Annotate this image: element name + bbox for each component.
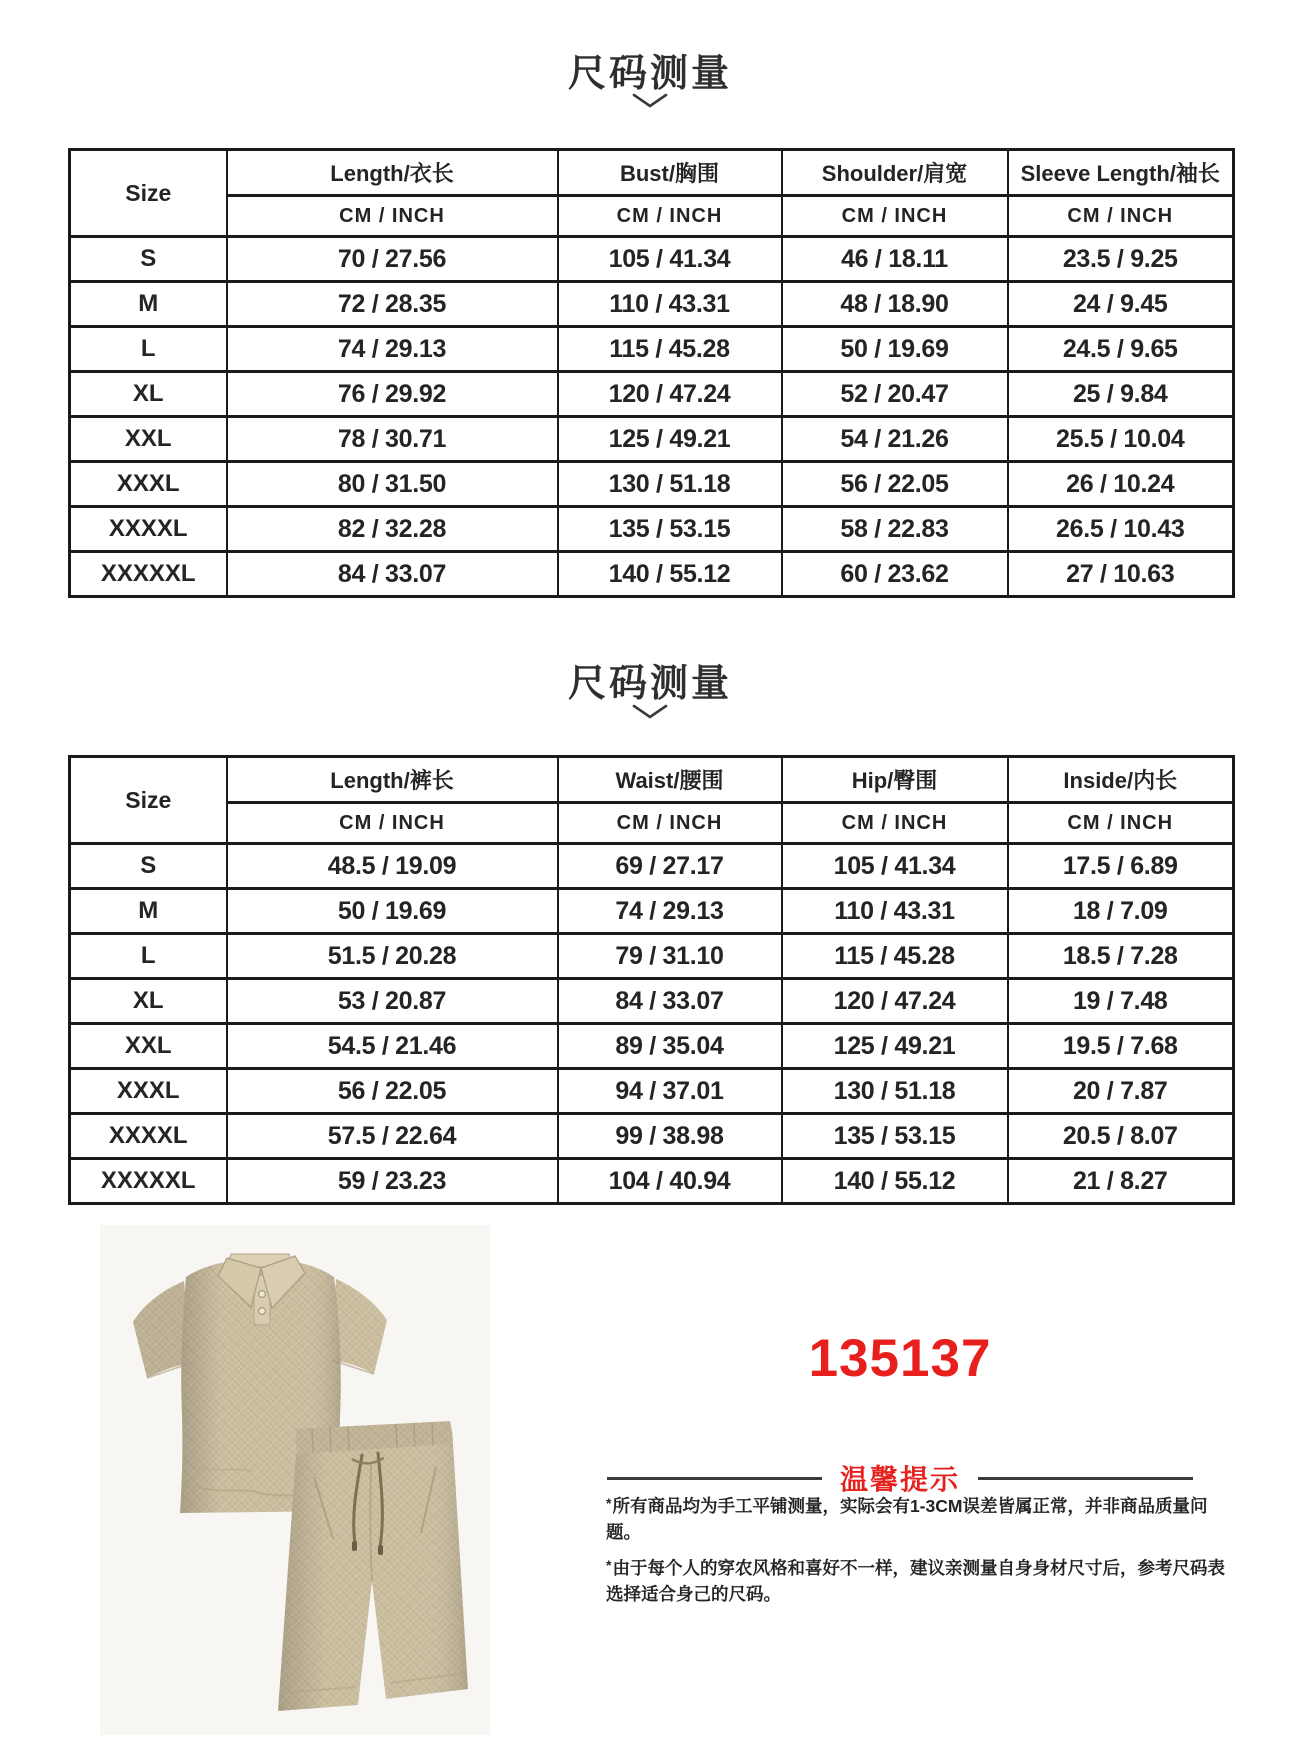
measurement-cell: 19 / 7.48 — [1008, 979, 1234, 1024]
measurement-cell: 46 / 18.11 — [782, 237, 1008, 282]
measurement-cell: 50 / 19.69 — [782, 327, 1008, 372]
table-row — [70, 844, 1234, 889]
measurement-cell: 56 / 22.05 — [227, 1069, 558, 1114]
measurement-cell: 20.5 / 8.07 — [1008, 1114, 1234, 1159]
measurement-cell: 69 / 27.17 — [558, 844, 782, 889]
size-cell: L — [70, 934, 227, 979]
product-photo — [100, 1215, 490, 1735]
measurement-cell: 24.5 / 9.65 — [1008, 327, 1234, 372]
measurement-cell: 120 / 47.24 — [558, 372, 782, 417]
size-table-top — [68, 148, 1235, 598]
measurement-cell: 125 / 49.21 — [558, 417, 782, 462]
measurement-cell: 24 / 9.45 — [1008, 282, 1234, 327]
measurement-cell: 51.5 / 20.28 — [227, 934, 558, 979]
measurement-cell: 54.5 / 21.46 — [227, 1024, 558, 1069]
asterisk-bullet: * — [606, 1495, 612, 1511]
asterisk-bullet: * — [606, 1557, 612, 1573]
measurement-cell: 19.5 / 7.68 — [1008, 1024, 1234, 1069]
tips-note-text: 所有商品均为手工平铺测量，实际会有1-3CM误差皆属正常，并非商品质量问题。 — [606, 1496, 1208, 1542]
size-cell: L — [70, 327, 227, 372]
measurement-cell: 140 / 55.12 — [558, 552, 782, 597]
measurement-cell: 74 / 29.13 — [558, 889, 782, 934]
measurement-cell: 115 / 45.28 — [558, 327, 782, 372]
measurement-cell: 70 / 27.56 — [227, 237, 558, 282]
measurement-cell: 53 / 20.87 — [227, 979, 558, 1024]
measurement-cell: 48.5 / 19.09 — [227, 844, 558, 889]
column-header-sleeve: Sleeve Length/袖长 — [1008, 150, 1234, 196]
size-cell: XXL — [70, 1024, 227, 1069]
unit-header: CM / INCH — [558, 803, 782, 844]
measurement-cell: 130 / 51.18 — [782, 1069, 1008, 1114]
measurement-cell: 56 / 22.05 — [782, 462, 1008, 507]
table-row — [70, 1114, 1234, 1159]
size-cell: XXXXL — [70, 507, 227, 552]
table-row — [70, 889, 1234, 934]
measurement-cell: 27 / 10.63 — [1008, 552, 1234, 597]
measurement-cell: 50 / 19.69 — [227, 889, 558, 934]
unit-header: CM / INCH — [782, 803, 1008, 844]
measurement-cell: 78 / 30.71 — [227, 417, 558, 462]
tips-note — [606, 1490, 1234, 1545]
measurement-cell: 52 / 20.47 — [782, 372, 1008, 417]
measurement-cell: 26.5 / 10.43 — [1008, 507, 1234, 552]
measurement-cell: 25.5 / 10.04 — [1008, 417, 1234, 462]
divider-line-left — [607, 1477, 822, 1480]
measurement-cell: 26 / 10.24 — [1008, 462, 1234, 507]
size-cell: M — [70, 282, 227, 327]
unit-header: CM / INCH — [227, 803, 558, 844]
tips-title: 温馨提示 — [839, 1464, 960, 1495]
polo-and-shorts-image — [100, 1215, 490, 1735]
size-cell: XXXXXL — [70, 1159, 227, 1204]
table-row — [70, 979, 1234, 1024]
measurement-cell: 104 / 40.94 — [558, 1159, 782, 1204]
column-header-length: Length/裤长 — [227, 757, 558, 803]
measurement-cell: 20 / 7.87 — [1008, 1069, 1234, 1114]
table-row — [70, 1159, 1234, 1204]
measurement-cell: 60 / 23.62 — [782, 552, 1008, 597]
size-column-header: Size — [70, 150, 227, 237]
measurement-cell: 115 / 45.28 — [782, 934, 1008, 979]
measurement-cell: 72 / 28.35 — [227, 282, 558, 327]
table-row — [70, 417, 1234, 462]
measurement-cell: 17.5 / 6.89 — [1008, 844, 1234, 889]
measurement-cell: 89 / 35.04 — [558, 1024, 782, 1069]
measurement-cell: 130 / 51.18 — [558, 462, 782, 507]
measurement-cell: 57.5 / 22.64 — [227, 1114, 558, 1159]
measurement-cell: 18.5 / 7.28 — [1008, 934, 1234, 979]
size-cell: XXXXL — [70, 1114, 227, 1159]
tips-note-text: 由于每个人的穿农风格和喜好不一样，建议亲测量自身身材尺寸后，参考尺码表选择适合身己的尺码。 — [606, 1558, 1225, 1604]
measurement-cell: 18 / 7.09 — [1008, 889, 1234, 934]
measurement-cell: 99 / 38.98 — [558, 1114, 782, 1159]
column-header-inside: Inside/内长 — [1008, 757, 1234, 803]
size-cell: XXL — [70, 417, 227, 462]
measurement-cell: 76 / 29.92 — [227, 372, 558, 417]
chevron-down-icon — [0, 703, 1300, 725]
measurement-cell: 94 / 37.01 — [558, 1069, 782, 1114]
size-chart-title-top: 尺码测量 — [567, 53, 732, 95]
unit-header: CM / INCH — [227, 196, 558, 237]
size-cell: XL — [70, 372, 227, 417]
measurement-cell: 80 / 31.50 — [227, 462, 558, 507]
measurement-cell: 110 / 43.31 — [558, 282, 782, 327]
size-cell: S — [70, 237, 227, 282]
size-table-bottom — [68, 755, 1235, 1205]
column-header-length: Length/衣长 — [227, 150, 558, 196]
measurement-cell: 23.5 / 9.25 — [1008, 237, 1234, 282]
table-row — [70, 327, 1234, 372]
measurement-cell: 79 / 31.10 — [558, 934, 782, 979]
size-cell: XXXXXL — [70, 552, 227, 597]
size-cell: XXXL — [70, 462, 227, 507]
measurement-cell: 84 / 33.07 — [558, 979, 782, 1024]
column-header-waist: Waist/腰围 — [558, 757, 782, 803]
measurement-cell: 135 / 53.15 — [558, 507, 782, 552]
measurement-cell: 105 / 41.34 — [782, 844, 1008, 889]
measurement-cell: 82 / 32.28 — [227, 507, 558, 552]
size-cell: M — [70, 889, 227, 934]
unit-header: CM / INCH — [782, 196, 1008, 237]
divider-line-right — [978, 1477, 1193, 1480]
table-row — [70, 934, 1234, 979]
table-row — [70, 507, 1234, 552]
size-chart-title-bottom: 尺码测量 — [567, 663, 732, 705]
table-row — [70, 462, 1234, 507]
unit-header: CM / INCH — [1008, 803, 1234, 844]
measurement-cell: 120 / 47.24 — [782, 979, 1008, 1024]
measurement-cell: 84 / 33.07 — [227, 552, 558, 597]
measurement-cell: 21 / 8.27 — [1008, 1159, 1234, 1204]
measurement-cell: 54 / 21.26 — [782, 417, 1008, 462]
table-row — [70, 237, 1234, 282]
table-row — [70, 1069, 1234, 1114]
unit-header: CM / INCH — [1008, 196, 1234, 237]
tips-notes — [606, 1490, 1234, 1614]
measurement-cell: 59 / 23.23 — [227, 1159, 558, 1204]
measurement-cell: 58 / 22.83 — [782, 507, 1008, 552]
size-cell: S — [70, 844, 227, 889]
column-header-hip: Hip/臀围 — [782, 757, 1008, 803]
size-cell: XL — [70, 979, 227, 1024]
measurement-cell: 125 / 49.21 — [782, 1024, 1008, 1069]
table-row — [70, 282, 1234, 327]
column-header-bust: Bust/胸围 — [558, 150, 782, 196]
size-column-header: Size — [70, 757, 227, 844]
size-cell: XXXL — [70, 1069, 227, 1114]
table-row — [70, 1024, 1234, 1069]
table-row — [70, 552, 1234, 597]
measurement-cell: 48 / 18.90 — [782, 282, 1008, 327]
chevron-down-icon — [0, 92, 1300, 114]
measurement-cell: 140 / 55.12 — [782, 1159, 1008, 1204]
measurement-cell: 105 / 41.34 — [558, 237, 782, 282]
measurement-cell: 135 / 53.15 — [782, 1114, 1008, 1159]
unit-header: CM / INCH — [558, 196, 782, 237]
table-row — [70, 372, 1234, 417]
product-code: 135137 — [808, 1329, 992, 1388]
measurement-cell: 74 / 29.13 — [227, 327, 558, 372]
measurement-cell: 25 / 9.84 — [1008, 372, 1234, 417]
measurement-cell: 110 / 43.31 — [782, 889, 1008, 934]
tips-note — [606, 1552, 1234, 1607]
column-header-shoulder: Shoulder/肩宽 — [782, 150, 1008, 196]
